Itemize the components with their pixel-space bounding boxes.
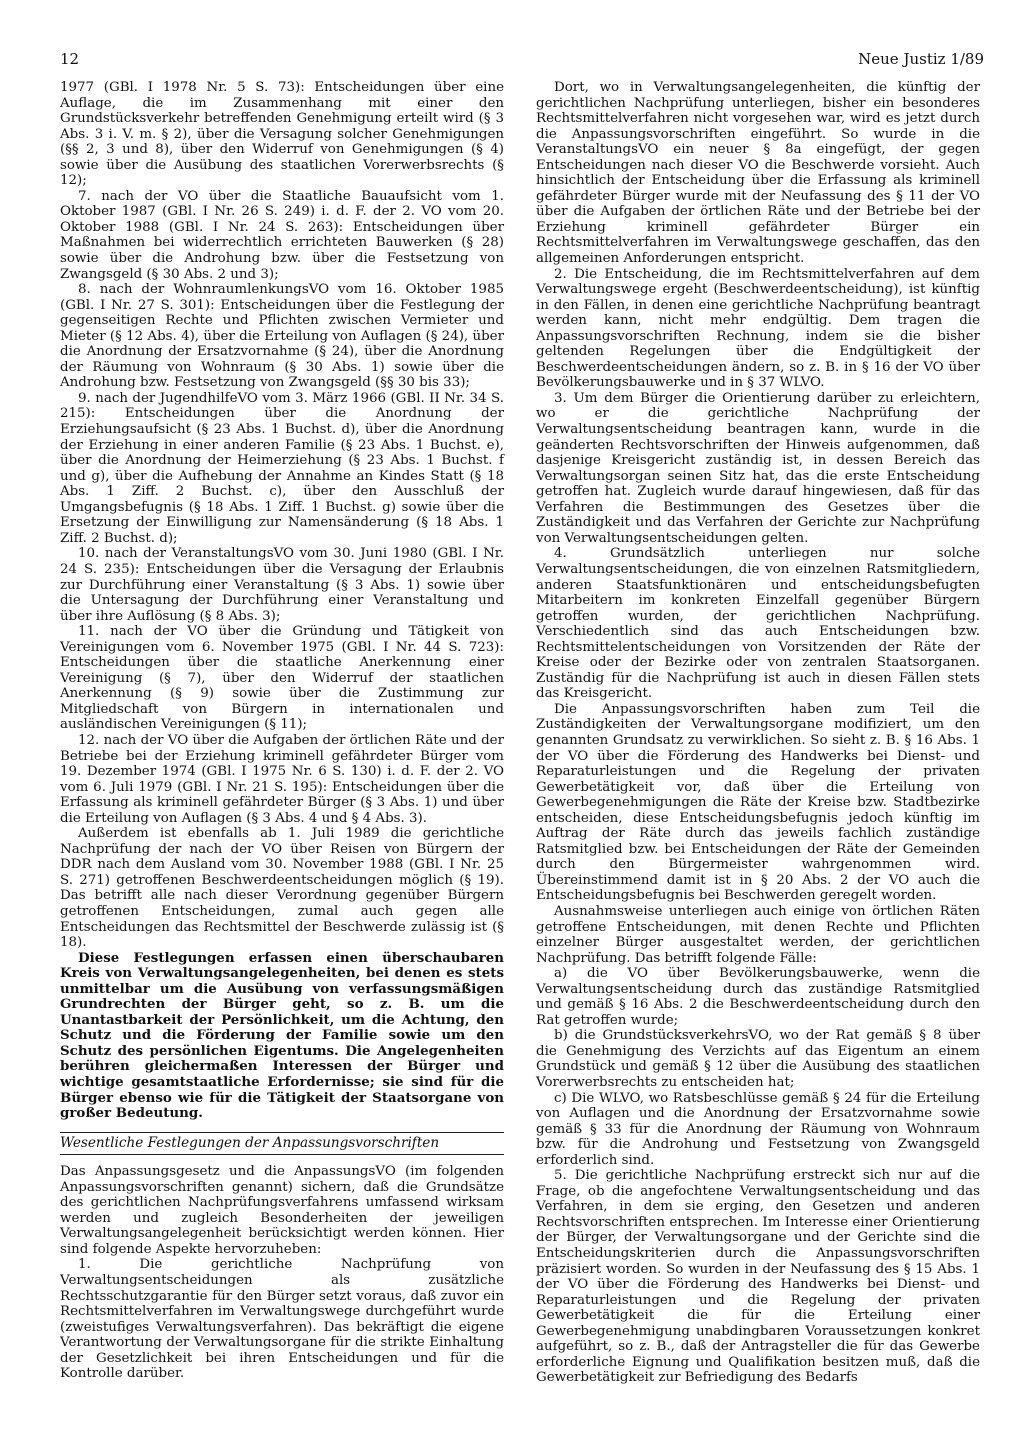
paragraph: a) die VO über Bevölkerungsbauwerke, wenn die Verwaltungsentscheidung durch das zuständige Ratsmitglied und gemäß § 16 Abs. 2 die Beschwerdeentscheidung durch den Rat getroffen wurde; [536, 966, 980, 1028]
paragraph: 2. Die Entscheidung, die im Rechtsmittelverfahren auf dem Verwaltungswege ergeht (Beschwerdeentscheidung), ist künftig in den Fällen, in denen eine gerichtliche Nachprüfung beantragt werden kann, nicht mehr endgültig. Dem tragen die Anpassungsvorschriften Rechnung, indem sie die bisher geltenden Regelungen über die Endgültigkeit der Beschwerdeentscheidungen ändern, so z. B. in § 16 der VO über Bevölkerungsbauwerke und in § 37 WLVO. [536, 266, 980, 391]
paragraph: 4. Grundsätzlich unterliegen nur solche Verwaltungsentscheidungen, die von einzelnen Ratsmitgliedern, anderen Staatsfunktionären und entscheidungsbefugten Mitarbeitern im konkreten Einzelfall gegenüber Bürgern getroffen wurden, der gerichtlichen Nachprüfung. Verschiedentlich sind das auch Entscheidungen bzw. Rechtsmittelentscheidungen von Vorsitzenden der Räte der Kreise oder der Bezirke oder von zentralen Staatsorganen. Zuständig für die Nachprüfung ist auch in diesen Fällen stets das Kreisgericht. [536, 546, 980, 702]
paragraph: 11. nach der VO über die Gründung und Tätigkeit von Vereinigungen vom 6. November 1975 (GBl. I Nr. 44 S. 723): Entscheidungen über die staatliche Anerkennung einer Vereinigung (§ 7), über den Widerruf der staatlichen Anerkennung (§ 9) sowie über die Zustimmung zur Mitgliedschaft von Bürgern in internationalen und ausländischen Vereinigungen (§ 11); [60, 624, 504, 733]
paragraph: Das Anpassungsgesetz und die AnpassungsVO (im folgenden Anpassungsvorschriften genannt) sichern, daß die Grundsätze des gerichtlichen Nachprüfungsverfahrens umfassend wirksam werden und zugleich Besonderheiten der jeweiligen Verwaltungsangelegenheit berücksichtigt werden können. Hier sind folgende Aspekte hervorzuheben: [60, 1164, 504, 1257]
paragraph: Dort, wo in Verwaltungsangelegenheiten, die künftig der gerichtlichen Nachprüfung unterliegen, bisher ein besonderes Rechtsmittelverfahren nicht vorgesehen war, wird es jetzt durch die Anpassungsvorschriften eingeführt. So wurde in die VeranstaltungsVO ein neuer § 8a eingefügt, der gegen Entscheidungen nach dieser VO die Beschwerde vorsieht. Auch hinsichtlich der Entscheidung über die Erfassung als kriminell gefährdeter Bürger wurde mit der Neufassung des § 11 der VO über die Aufgaben der örtlichen Räte und der Betriebe bei der Erziehung kriminell gefährdeter Bürger ein Rechtsmittelverfahren im Verwaltungswege geschaffen, das den allgemeinen Anforderungen entspricht. [536, 80, 980, 267]
bold-paragraph: Diese Festlegungen erfassen einen überschaubaren Kreis von Verwaltungsangelegenheiten, bei denen es stets unmittelbar um die Ausübung von verfassungsmäßigen Grundrechten der Bürger geht, so z. B. um die Unantastbarkeit der Persönlichkeit, um die Achtung, den Schutz und die Förderung der Familie sowie um den Schutz des persönlichen Eigentums. Die Angelegenheiten berühren gleichermaßen Interessen der Bürger und wichtige gesamtstaatliche Erfordernisse; sie sind für die Bürger ebenso wie für die Tätigkeit der Staatsorgane von großer Bedeutung. [60, 949, 504, 1122]
journal-title: Neue Justiz 1/89 [858, 50, 984, 68]
paragraph: c) Die WLVO, wo Ratsbeschlüsse gemäß § 24 für die Erteilung von Auflagen und die Anordnung der Ersatzvornahme sowie gemäß § 33 für die Anordnung der Räumung von Wohnraum bzw. für die Androhung und Festsetzung von Zwangsgeld erforderlich sind. [536, 1090, 980, 1168]
paragraph: 5. Die gerichtliche Nachprüfung erstreckt sich nur auf die Frage, ob die angefochtene Verwaltungsentscheidung und das Verfahren, in dem sie erging, den Gesetzen und anderen Rechtsvorschriften entsprechen. Im Interesse einer Orientierung der Bürger, der Verwaltungsorgane und der Gerichte sind die Entscheidungskriterien durch die Anpassungsvorschriften präzisiert worden. So wurden in der Neufassung des § 15 Abs. 1 der VO über die Förderung des Handwerks bei Dienst- und Reparaturleistungen und die Regelung der privaten Gewerbetätigkeit die für die Erteilung einer Gewerbegenehmigung unabdingbaren Voraussetzungen konkret aufgeführt, so z. B., daß der Antragsteller die für das Gewerbe erforderliche Eignung und Qualifikation besitzen muß, daß die Gewerbetätigkeit zur Befriedigung des Bedarfs [536, 1168, 980, 1386]
paragraph: Außerdem ist ebenfalls ab 1. Juli 1989 die gerichtliche Nachprüfung der nach der VO über Reisen von Bürgern der DDR nach dem Ausland vom 30. November 1988 (GBl. I Nr. 25 S. 271) getroffenen Beschwerdeentscheidungen möglich (§ 19). Das betrifft alle nach dieser Verordnung gegenüber Bürgern getroffenen Entscheidungen, zumal auch gegen alle Entscheidungen das Rechtsmittel der Beschwerde zulässig ist (§ 18). [60, 826, 504, 951]
paragraph: 3. Um dem Bürger die Orientierung darüber zu erleichtern, wo er die gerichtliche Nachprüfung der Verwaltungsentscheidung beantragen kann, wurde in die geänderten Rechtsvorschriften der Hinweis aufgenommen, daß dasjenige Kreisgericht zuständig ist, in dessen Bereich das Verwaltungsorgan seinen Sitz hat, das die erste Entscheidung getroffen hat. Zugleich wurde darauf hingewiesen, daß für das Verfahren die Bestimmungen des Gesetzes über die Zuständigkeit und das Verfahren der Gerichte zur Nachprüfung von Verwaltungsentscheidungen gelten. [536, 390, 980, 546]
left-column [60, 80, 504, 1382]
paragraph: 8. nach der WohnraumlenkungsVO vom 16. Oktober 1985 (GBl. I Nr. 27 S. 301): Entscheidungen über die Festlegung der gegenseitigen Rechte und Pflichten zwischen Vermieter und Mieter (§ 12 Abs. 4), über die Erteilung von Auflagen (§ 24), über die Anordnung der Ersatzvornahme (§ 24), über die Anordnung der Räumung von Wohnraum (§ 30 Abs. 1) sowie über die Androhung bzw. Festsetzung von Zwangsgeld (§§ 30 bis 33); [60, 282, 504, 391]
paragraph: 12. nach der VO über die Aufgaben der örtlichen Räte und der Betriebe bei der Erziehung kriminell gefährdeter Bürger vom 19. Dezember 1974 (GBl. I 1975 Nr. 6 S. 130) i. d. F. der 2. VO vom 6. Juli 1979 (GBl. I Nr. 21 S. 195): Entscheidungen über die Erfassung als kriminell gefährdeter Bürger (§ 3 Abs. 1) und über die Erteilung von Auflagen (§ 3 Abs. 4 und § 4 Abs. 3). [60, 732, 504, 826]
right-column [536, 80, 980, 1386]
page-number: 12 [60, 50, 80, 68]
paragraph: b) die GrundstücksverkehrsVO, wo der Rat gemäß § 8 über die Genehmigung des Verzichts auf das Eigentum an einem Grundstück und gemäß § 12 über die Ausübung des staatlichen Vorerwerbsrechts zu entscheiden hat; [536, 1028, 980, 1090]
page-header [60, 50, 984, 72]
paragraph: Ausnahmsweise unterliegen auch einige von örtlichen Räten getroffene Entscheidungen, mit denen Rechte und Pflichten einzelner Bürger ausgestaltet werden, der gerichtlichen Nachprüfung. Das betrifft folgende Fälle: [536, 903, 980, 966]
paragraph: 1. Die gerichtliche Nachprüfung von Verwaltungsentscheidungen als zusätzliche Rechtsschutzgarantie für den Bürger setzt voraus, daß zuvor ein Rechtsmittelverfahren im Verwaltungswege durchgeführt wurde (zweistufiges Verwaltungsverfahren). Das bekräftigt die eigene Verantwortung der Verwaltungsorgane für die strikte Einhaltung der Gesetzlichkeit bei ihren Entscheidungen und für die Kontrolle darüber. [60, 1257, 504, 1382]
paragraph: 10. nach der VeranstaltungsVO vom 30. Juni 1980 (GBl. I Nr. 24 S. 235): Entscheidungen über die Versagung der Erlaubnis zur Durchführung einer Veranstaltung (§ 3 Abs. 1) sowie über die Untersagung der Durchführung einer Veranstaltung und über ihre Auflösung (§ 8 Abs. 3); [60, 546, 504, 624]
paragraph: 9. nach der JugendhilfeVO vom 3. März 1966 (GBl. II Nr. 34 S. 215): Entscheidungen über die Anordnung der Erziehungsaufsicht (§ 23 Abs. 1 Buchst. d), über die Anordnung der Erziehung in einer anderen Familie (§ 23 Abs. 1 Buchst. e), über die Anordnung der Heimerziehung (§ 23 Abs. 1 Buchst. f und g), über die Aufhebung der Annahme an Kindes Statt (§ 18 Abs. 1 Ziff. 2 Buchst. c), über den Ausschluß der Umgangsbefugnis (§ 18 Abs. 1 Ziff. 1 Buchst. g) sowie über die Ersetzung der Einwilligung zur Namensänderung (§ 18 Abs. 1 Ziff. 2 Buchst. d); [60, 390, 504, 546]
section-heading: Wesentliche Festlegungen der Anpassungsvorschriften [60, 1132, 504, 1156]
paragraph: Die Anpassungsvorschriften haben zum Teil die Zuständigkeiten der Verwaltungsorgane modifiziert, um den genannten Grundsatz zu verwirklichen. So sieht z. B. § 16 Abs. 1 der VO über die Förderung des Handwerks bei Dienst- und Reparaturleistungen und die Regelung der privaten Gewerbetätigkeit vor, daß über die Erteilung von Gewerbegenehmigungen die Räte der Kreise bzw. Stadtbezirke entscheiden, diese Entscheidungsbefugnis jedoch künftig im Auftrag der Räte durch das jeweils fachlich zuständige Ratsmitglied bzw. bei Entscheidungen der Räte der Gemeinden durch den Bürgermeister wahrgenommen wird. Übereinstimmend damit ist in § 20 Abs. 2 der VO auch die Entscheidungsbefugnis bei Beschwerden geregelt worden. [536, 701, 980, 904]
paragraph: 7. nach der VO über die Staatliche Bauaufsicht vom 1. Oktober 1987 (GBl. I Nr. 26 S. 249) i. d. F. der 2. VO vom 20. Oktober 1988 (GBl. I Nr. 24 S. 263): Entscheidungen über Maßnahmen bei widerrechtlich errichteten Bauwerken (§ 28) sowie über die Androhung bzw. über die Festsetzung von Zwangsgeld (§ 30 Abs. 2 und 3); [60, 188, 504, 282]
paragraph: 1977 (GBl. I 1978 Nr. 5 S. 73): Entscheidungen über eine Auflage, die im Zusammenhang mit einer den Grundstücksverkehr betreffenden Genehmigung erteilt wird (§ 3 Abs. 3 i. V. m. § 2), über die Versagung solcher Genehmigungen (§§ 2, 3 und 8), über den Widerruf von Genehmigungen (§ 4) sowie über die Ausübung des staatlichen Vorerwerbsrechts (§ 12); [60, 80, 504, 189]
